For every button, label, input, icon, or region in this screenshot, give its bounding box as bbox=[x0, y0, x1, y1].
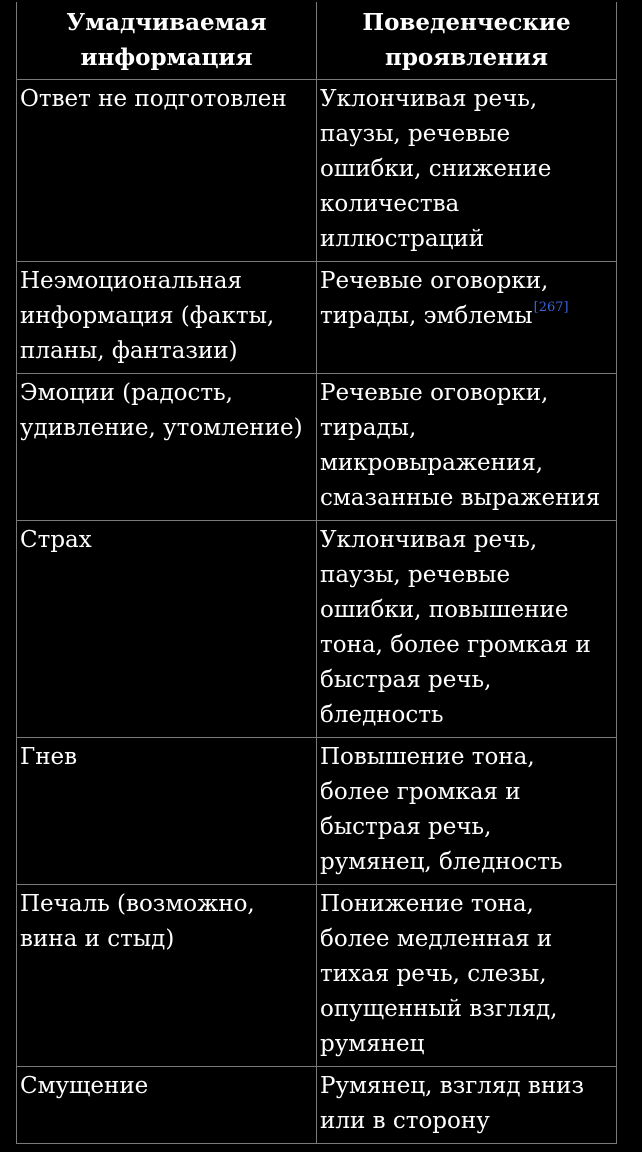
table-row bbox=[17, 1067, 617, 1144]
cell-concealed-info: Гнев bbox=[17, 738, 317, 885]
cell-manifestations bbox=[317, 262, 617, 374]
table-row bbox=[17, 374, 617, 521]
lie-manifestations-table bbox=[16, 2, 617, 1144]
cell-manifestations: Понижение тона, более медленная и тихая речь, слезы, опущенный взгляд, румянец bbox=[317, 885, 617, 1067]
table-row bbox=[17, 738, 617, 885]
table-row bbox=[17, 80, 617, 262]
table-row bbox=[17, 521, 617, 738]
cell-concealed-info: Смущение bbox=[17, 1067, 317, 1144]
cell-concealed-info: Неэмоциональная информация (факты, планы, фантазии) bbox=[17, 262, 317, 374]
header-behavioral-manifestations: Поведенческие проявления bbox=[317, 2, 617, 80]
table-row bbox=[17, 262, 617, 374]
cell-concealed-info: Печаль (возможно, вина и стыд) bbox=[17, 885, 317, 1067]
content-area bbox=[16, 2, 616, 1144]
cell-manifestations: Румянец, взгляд вниз или в сторону bbox=[317, 1067, 617, 1144]
cell-manifestations: Повышение тона, более громкая и быстрая речь, румянец, бледность bbox=[317, 738, 617, 885]
cell-manifestations: Речевые оговорки, тирады, микровыражения, смазанные выражения bbox=[317, 374, 617, 521]
manifest-text: Речевые оговорки, тирады, эмблемы bbox=[320, 268, 549, 329]
header-concealed-info: Умадчиваемая информация bbox=[17, 2, 317, 80]
footnote-reference-link[interactable]: [267] bbox=[533, 300, 569, 316]
cell-manifestations: Уклончивая речь, паузы, речевые ошибки, снижение количества иллюстраций bbox=[317, 80, 617, 262]
table-header-row bbox=[17, 2, 617, 80]
cell-concealed-info: Эмоции (радость, удивление, утомление) bbox=[17, 374, 317, 521]
table-row bbox=[17, 885, 617, 1067]
cell-manifestations: Уклончивая речь, паузы, речевые ошибки, повышение тона, более громкая и быстрая речь, бледность bbox=[317, 521, 617, 738]
cell-concealed-info: Ответ не подготовлен bbox=[17, 80, 317, 262]
cell-concealed-info: Страх bbox=[17, 521, 317, 738]
